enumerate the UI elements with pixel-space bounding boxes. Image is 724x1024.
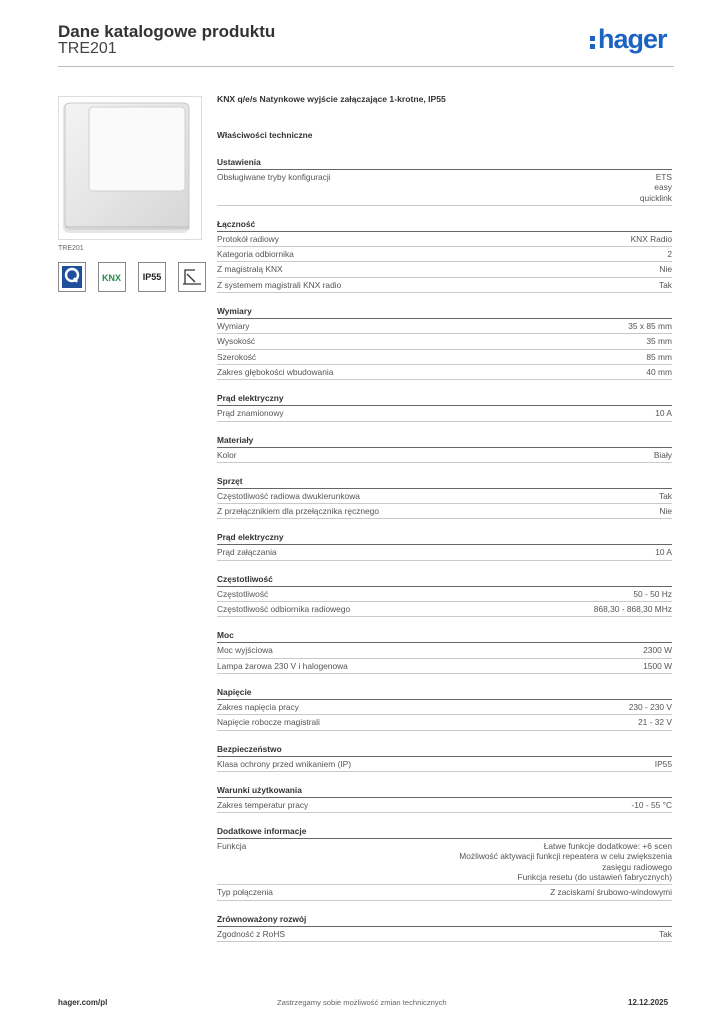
spec-label: Napięcie robocze magistrali: [217, 717, 320, 728]
spec-label: Typ połączenia: [217, 887, 273, 898]
spec-section: [217, 219, 672, 293]
spec-row: [217, 587, 672, 602]
device-illustration: [59, 97, 201, 239]
spec-value: 35 mm: [646, 336, 672, 347]
spec-row: [217, 489, 672, 504]
spec-label: Kategoria odbiornika: [217, 249, 294, 260]
spec-label: Z przełącznikiem dla przełącznika ręcznego: [217, 506, 379, 517]
spec-section: [217, 435, 672, 463]
section-title: Wymiary: [217, 306, 672, 319]
quicklink-icon: [58, 262, 86, 292]
page-title: Dane katalogowe produktu: [58, 22, 276, 41]
spec-section: [217, 826, 672, 900]
spec-value: 85 mm: [646, 351, 672, 362]
spec-label: Z systemem magistrali KNX radio: [217, 279, 342, 290]
spec-section: [217, 532, 672, 560]
spec-label: Moc wyjściowa: [217, 645, 273, 656]
spec-label: Kolor: [217, 449, 237, 460]
section-title: Dodatkowe informacje: [217, 826, 672, 839]
spec-label: Zakres głębokości wbudowania: [217, 366, 334, 377]
spec-row: [217, 927, 672, 942]
spec-row: [217, 602, 672, 617]
spec-value: Tak: [658, 490, 672, 501]
spec-value: ETS easy quicklink: [639, 172, 672, 203]
spec-value: 21 - 32 V: [638, 717, 672, 728]
spec-row: [217, 350, 672, 365]
spec-section: [217, 393, 672, 421]
footer-disclaimer: Zastrzegamy sobie możliwość zmian technicznych: [277, 998, 447, 1007]
spec-value: 2: [667, 249, 672, 260]
spec-section: [217, 914, 672, 942]
spec-value: Tak: [658, 928, 672, 939]
spec-label: Z magistralą KNX: [217, 264, 283, 275]
spec-label: Prąd załączania: [217, 547, 277, 558]
spec-label: Wymiary: [217, 321, 250, 332]
surface-mount-icon: [178, 262, 206, 292]
spec-label: Protokół radiowy: [217, 233, 279, 244]
spec-section: [217, 476, 672, 520]
spec-label: Częstotliwość: [217, 588, 269, 599]
ip55-badge: IP55: [138, 262, 166, 292]
spec-label: Prąd znamionowy: [217, 408, 284, 419]
spec-value: 35 x 85 mm: [628, 321, 672, 332]
section-title: Napięcie: [217, 687, 672, 700]
spec-value: KNX Radio: [630, 233, 672, 244]
spec-label: Zakres temperatur pracy: [217, 799, 309, 810]
section-title: Łączność: [217, 219, 672, 232]
spec-row: [217, 170, 672, 206]
spec-row: [217, 659, 672, 674]
section-title: Sprzęt: [217, 476, 672, 489]
spec-value: 40 mm: [646, 366, 672, 377]
product-description: KNX q/e/s Natynkowe wyjście załączające 1-krotne, IP55: [217, 94, 446, 104]
spec-value: Biały: [653, 449, 672, 460]
section-title: Warunki użytkowania: [217, 785, 672, 798]
spec-label: Częstotliwość odbiornika radiowego: [217, 604, 351, 615]
spec-value: 230 - 230 V: [628, 701, 672, 712]
spec-value: Nie: [659, 264, 672, 275]
section-title: Bezpieczeństwo: [217, 744, 672, 757]
spec-label: Zgodność z RoHS: [217, 928, 285, 939]
logo-text: hager: [598, 24, 667, 54]
properties-heading: Właściwości techniczne: [217, 130, 313, 140]
spec-row: [217, 448, 672, 463]
spec-label: Lampa żarowa 230 V i halogenowa: [217, 660, 348, 671]
spec-value: 50 - 50 Hz: [633, 588, 672, 599]
section-title: Prąd elektryczny: [217, 532, 672, 545]
spec-row: [217, 885, 672, 900]
spec-row: [217, 700, 672, 715]
product-image: [58, 96, 202, 240]
svg-text:KNX: KNX: [102, 273, 122, 283]
spec-row: [217, 757, 672, 772]
footer-website: hager.com/pl: [58, 998, 108, 1007]
spec-row: [217, 365, 672, 380]
spec-row: [217, 334, 672, 349]
spec-row: [217, 262, 672, 277]
spec-label: Szerokość: [217, 351, 257, 362]
spec-section: [217, 157, 672, 206]
section-title: Ustawienia: [217, 157, 672, 170]
spec-label: Zakres napięcia pracy: [217, 701, 299, 712]
spec-row: [217, 504, 672, 519]
section-title: Częstotliwość: [217, 574, 672, 587]
spec-sections: [217, 157, 672, 942]
spec-value: 1500 W: [643, 660, 672, 671]
spec-section: [217, 306, 672, 380]
spec-value: 10 A: [655, 547, 672, 558]
section-title: Prąd elektryczny: [217, 393, 672, 406]
section-title: Moc: [217, 630, 672, 643]
spec-row: [217, 643, 672, 658]
spec-value: Tak: [658, 279, 672, 290]
hager-logo: [590, 26, 674, 58]
spec-content: [217, 94, 672, 955]
spec-row: [217, 232, 672, 247]
spec-section: [217, 574, 672, 618]
header-divider: [58, 66, 674, 67]
spec-value: Nie: [659, 506, 672, 517]
spec-row: [217, 278, 672, 293]
footer-date: 12.12.2025: [628, 998, 669, 1007]
spec-value: 2300 W: [643, 645, 672, 656]
spec-label: Funkcja: [217, 841, 247, 852]
spec-row: [217, 406, 672, 421]
spec-value: IP55: [654, 758, 672, 769]
spec-row: [217, 247, 672, 262]
spec-label: Obsługiwane tryby konfiguracji: [217, 172, 331, 182]
spec-label: Częstotliwość radiowa dwukierunkowa: [217, 490, 360, 501]
spec-row: [217, 839, 672, 885]
spec-row: [217, 798, 672, 813]
badge-row: [58, 262, 206, 292]
spec-value: 10 A: [655, 408, 672, 419]
spec-section: [217, 687, 672, 731]
spec-row: [217, 545, 672, 560]
product-code: TRE201: [58, 40, 117, 57]
spec-row: [217, 319, 672, 334]
logo-dots-icon: [590, 36, 595, 54]
spec-value: -10 - 55 °C: [631, 799, 672, 810]
spec-section: [217, 744, 672, 772]
spec-label: Klasa ochrony przed wnikaniem (IP): [217, 758, 352, 769]
spec-value: Łatwe funkcje dodatkowe: +6 scen Możliwość aktywacji funkcji repeatera w celu zwiększenia zasięgu radiowego Funkcja resetu (do ustawień fabrycznych): [459, 841, 672, 883]
spec-value: Z zaciskami śrubowo-windowymi: [550, 887, 672, 898]
image-caption: TRE201: [58, 245, 84, 252]
section-title: Materiały: [217, 435, 672, 448]
knx-icon: [98, 262, 126, 292]
spec-row: [217, 715, 672, 730]
section-title: Zrównoważony rozwój: [217, 914, 672, 927]
spec-label: Wysokość: [217, 336, 256, 347]
spec-section: [217, 785, 672, 813]
spec-section: [217, 630, 672, 674]
spec-value: 868,30 - 868,30 MHz: [593, 604, 672, 615]
